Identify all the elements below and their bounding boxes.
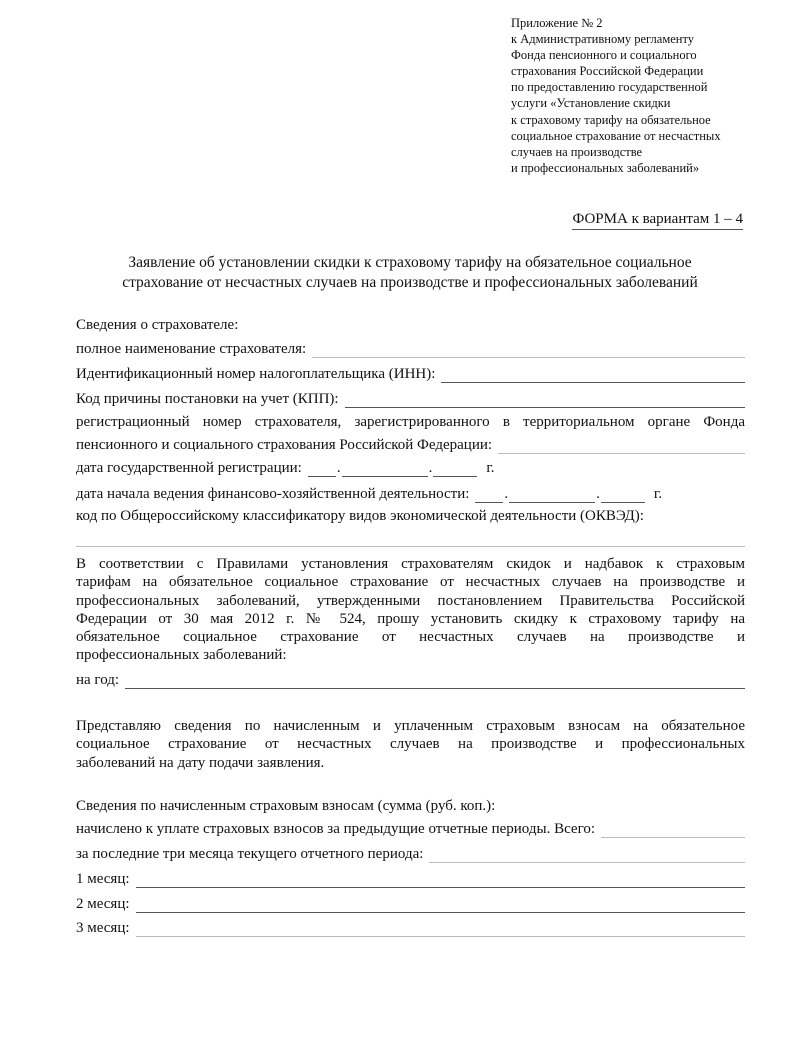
okved-label: код по Общероссийскому классификатору видов экономической деятельности (ОКВЭД): — [76, 508, 644, 524]
year-label: на год: — [76, 672, 120, 688]
appendix-line: к страховому тарифу на обязательное — [511, 112, 711, 127]
state-reg-day-input[interactable] — [308, 462, 336, 477]
appendix-line: Приложение № 2 — [511, 16, 603, 30]
contributions-heading: Сведения по начисленным страховым взносам (сумма (руб. коп.): — [76, 798, 496, 814]
month-3-label: 3 месяц: — [76, 920, 130, 936]
state-reg-date-field: дата государственной регистрации: . . г. — [76, 460, 495, 476]
activity-start-label: дата начала ведения финансово-хозяйственной деятельности: — [76, 486, 470, 502]
reg-number-field — [76, 434, 745, 454]
reg-number-input[interactable] — [498, 439, 745, 454]
document-title — [60, 253, 760, 293]
appendix-line: случаев на производстве — [511, 144, 643, 159]
year-field — [76, 669, 745, 689]
reg-number-label: пенсионного и социального страхования Российской Федерации: — [76, 437, 493, 453]
activity-start-year-suffix: г. — [653, 486, 663, 502]
request-line: В соответствии с Правилами установления страхователям скидок и надбавок к страховым — [76, 556, 745, 572]
appendix-line: по предоставлению государственной — [511, 80, 708, 95]
statement-paragraph — [76, 717, 745, 772]
appendix-line: социальное страхование от несчастных — [511, 128, 721, 143]
reg-number-line-1: регистрационный номер страхователя, зарегистрированного в территориальном органе Фонда — [76, 414, 745, 430]
request-line: профессиональных заболеваний: — [76, 647, 287, 664]
month-2-field — [76, 893, 745, 913]
full-name-label: полное наименование страхователя: — [76, 341, 307, 357]
previous-periods-field — [76, 818, 745, 838]
inn-field — [76, 363, 745, 383]
appendix-line: услуги «Установление скидки — [511, 96, 671, 111]
request-line: обязательное социальное страхование от несчастных случаев на производстве и — [76, 629, 745, 646]
title-line-1: Заявление об установлении скидки к страховому тарифу на обязательное социальное — [128, 254, 692, 271]
year-input[interactable] — [125, 674, 745, 689]
activity-start-year-input[interactable] — [601, 488, 645, 503]
reg-number-text — [76, 413, 745, 431]
month-1-label: 1 месяц: — [76, 871, 130, 887]
appendix-line: и профессиональных заболеваний» — [511, 160, 700, 175]
title-line-2: страхование от несчастных случаев на производстве и профессиональных заболеваний — [122, 274, 698, 291]
request-line: Федерации от 30 мая 2012 г. № 524, прошу установить скидку к страховому тарифу на — [76, 610, 745, 627]
activity-start-date-field: дата начала ведения финансово-хозяйственной деятельности: . . г. — [76, 486, 663, 502]
month-1-input[interactable] — [136, 873, 745, 888]
month-1-field — [76, 868, 745, 888]
state-reg-year-suffix: г. — [486, 460, 495, 476]
activity-start-day-input[interactable] — [475, 488, 503, 503]
activity-start-month-input[interactable] — [509, 488, 595, 503]
inn-input[interactable] — [441, 368, 745, 383]
insurer-heading: Сведения о страхователе: — [76, 317, 239, 333]
state-reg-year-input[interactable] — [433, 462, 477, 477]
last-three-months-input[interactable] — [429, 848, 745, 863]
month-3-input[interactable] — [136, 922, 745, 937]
inn-label: Идентификационный номер налогоплательщика (ИНН): — [76, 366, 436, 382]
kpp-input[interactable] — [345, 393, 745, 408]
month-2-input[interactable] — [136, 898, 745, 913]
appendix-header — [511, 15, 761, 176]
appendix-line: страхования Российской Федерации — [511, 64, 704, 79]
appendix-line: к Административному регламенту — [511, 32, 695, 47]
request-line: тарифам на обязательное социальное страхование от несчастных случаев на производстве и — [76, 574, 745, 591]
statement-line: социальное страхование от несчастных случаев на производстве и профессиональных — [76, 736, 745, 753]
okved-input[interactable] — [76, 546, 745, 547]
kpp-field — [76, 388, 745, 408]
full-name-input[interactable] — [312, 343, 745, 358]
state-reg-month-input[interactable] — [342, 462, 428, 477]
request-paragraph — [76, 555, 745, 665]
month-2-label: 2 месяц: — [76, 896, 130, 912]
previous-periods-label: начислено к уплате страховых взносов за предыдущие отчетные периоды. Всего: — [76, 821, 596, 837]
last-three-months-field — [76, 843, 745, 863]
previous-periods-input[interactable] — [601, 823, 745, 838]
last-three-months-label: за последние три месяца текущего отчетного периода: — [76, 846, 424, 862]
statement-line: заболеваний на дату подачи заявления. — [76, 754, 325, 771]
state-reg-date-label: дата государственной регистрации: — [76, 460, 302, 476]
statement-line: Представляю сведения по начисленным и уплаченным страховым взносам на обязательное — [76, 718, 745, 734]
appendix-line: Фонда пенсионного и социального — [511, 48, 697, 63]
full-name-field — [76, 338, 745, 358]
form-variant-label: ФОРМА к вариантам 1 – 4 — [572, 210, 743, 230]
request-line: профессиональных заболеваний, утвержденными постановлением Правительства Российской — [76, 592, 745, 609]
month-3-field — [76, 917, 745, 937]
kpp-label: Код причины постановки на учет (КПП): — [76, 391, 339, 407]
